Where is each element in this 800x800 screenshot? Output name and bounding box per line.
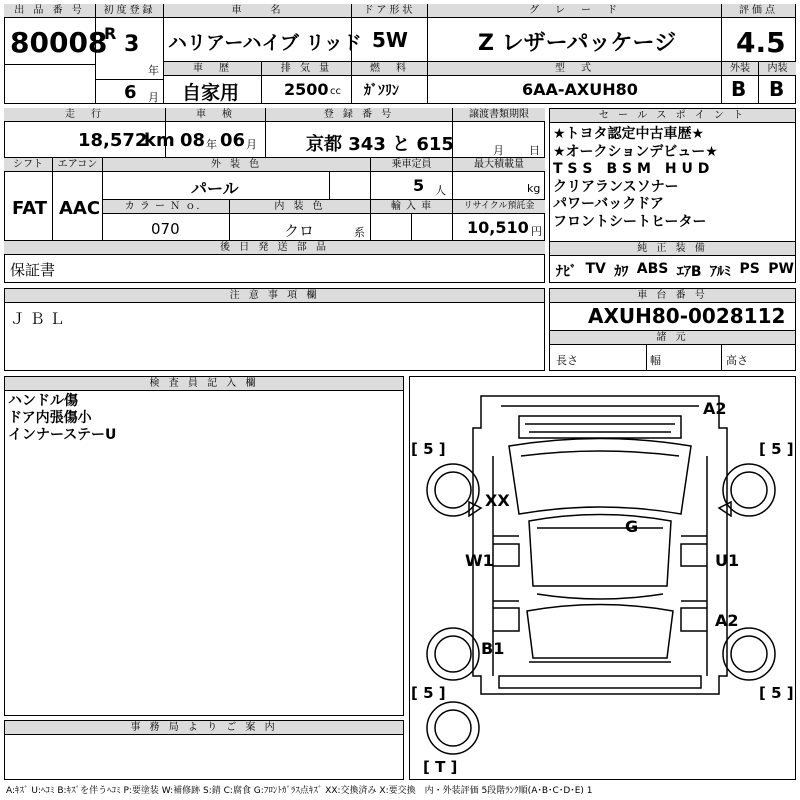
ext-color-cell [103, 158, 371, 200]
import-label: 輸 入 車 [371, 200, 452, 214]
history-cell [164, 62, 262, 104]
interior-label: 内装 [759, 62, 796, 76]
tire-mark-front-left: [ 5 ] [411, 440, 446, 458]
car-name-label: 車 名 [164, 4, 351, 18]
color-no-label: カ ラ ー Ｎ ｏ． [103, 200, 229, 214]
inspector-notes [8, 393, 116, 444]
damage-mark-left-fender: XX [485, 491, 510, 510]
capacity-value: 5 [413, 176, 425, 195]
recycle-value: 10,510 [467, 218, 529, 237]
equipment-item: TV [585, 261, 606, 277]
capacity-cell [371, 158, 453, 200]
length-label: 長さ [556, 354, 578, 367]
damage-mark-right-rear-door: A2 [715, 611, 739, 630]
shift-cell [4, 158, 53, 241]
int-color-value: クロ [284, 222, 315, 240]
color-no-value: 070 [151, 220, 180, 238]
load-cell [453, 158, 545, 200]
exterior-grade: B [731, 77, 747, 101]
registration-cell [96, 4, 164, 104]
int-color-label: 内 装 色 [230, 200, 370, 214]
displacement-value: 2500 [284, 80, 329, 99]
sales-points-label: セ ー ル ス ポ イ ン ト [550, 109, 795, 123]
height-label: 高さ [726, 354, 748, 367]
transfer-cell [453, 108, 545, 158]
km-unit: km [144, 130, 175, 151]
sales-point: ★トヨタ認定中古車歴★ [553, 126, 705, 142]
inspector-line: ハンドル傷 [8, 393, 78, 409]
ext-color-label: 外 装 色 [103, 158, 370, 172]
damage-mark-left-front-door: W1 [465, 551, 494, 570]
inspection-year: 08 [180, 130, 206, 151]
equipment-item: PS [739, 261, 760, 277]
chassis-label: 車 台 番 号 [550, 289, 795, 303]
sales-point: T S S B S M H U D [553, 161, 710, 177]
mileage-cell [4, 108, 175, 158]
car-name: ハリアーハイブ リッド [168, 32, 362, 54]
score-cell [722, 4, 796, 62]
inspection-month: 06 [220, 130, 246, 151]
equipment-item: ｱﾙﾐ [710, 264, 731, 280]
mileage-label: 走 行 [4, 108, 165, 122]
recycle-label: リサイクル預託金 [453, 200, 545, 214]
ext-color-value: パール [191, 179, 239, 198]
ac-label: エアコン [53, 158, 102, 172]
fuel-cell [352, 62, 428, 104]
tire-mark-rear-left: [ 5 ] [411, 684, 446, 702]
width-label: 幅 [650, 354, 661, 367]
transfer-label: 譲渡書類期限 [453, 108, 545, 122]
shift-label: シフト [4, 158, 52, 172]
score-value: 4.5 [736, 26, 786, 59]
legend-text: A:ｷｽﾞ U:ﾍｺﾐ B:ｷｽﾞを伴うﾍｺﾐ P:要塗装 W:補修跡 S:錆 C:腐食 G:ﾌﾛﾝﾄｶﾞﾗｽ点ｷｽﾞ XX:交換済み X:要交換 内・外装評価 5段階ﾗﾝｸ順(A･B･C･D･E) 1 [6, 786, 593, 796]
car-diagram [409, 376, 796, 780]
model-label: 型 式 [428, 62, 721, 76]
history-label: 車 歴 [164, 62, 261, 76]
registration-year: 3 [124, 32, 140, 57]
registration-month: 6 [124, 82, 137, 103]
load-unit: kg [527, 182, 541, 195]
int-color-cell [230, 200, 371, 241]
sales-point: クリアランスソナー [553, 178, 679, 195]
equipment-item: PW [768, 261, 794, 277]
sales-points-list [553, 126, 793, 231]
equipment-item: ﾅﾋﾞ [556, 264, 577, 280]
lot-cell [4, 4, 108, 104]
doors-label: ドア形状 [352, 4, 427, 18]
doors-cell [352, 4, 428, 62]
year-unit: 年 [148, 64, 159, 77]
interior-grade-cell [759, 62, 796, 104]
model-cell [428, 62, 722, 104]
load-label: 最大積載量 [453, 158, 545, 172]
color-no-cell [103, 200, 230, 241]
inspection-cell [166, 108, 266, 158]
transfer-month-unit: 月 [493, 144, 504, 157]
later-parts-label: 後 日 発 送 部 品 [4, 241, 545, 255]
fuel-value: ｶﾞｿﾘﾝ [364, 83, 399, 99]
registration-label: 初度登録 [96, 4, 163, 18]
fuel-label: 燃 料 [352, 62, 427, 76]
doors-value: 5W [372, 28, 408, 52]
sales-point: パワーバックドア [553, 196, 664, 212]
office-label: 事 務 局 よ り ご 案 内 [5, 721, 403, 735]
displacement-label: 排 気 量 [262, 62, 351, 76]
era: R [104, 24, 117, 43]
inspector-line: ドア内張傷小 [8, 410, 92, 426]
equipment-item: ｶﾜ [614, 264, 629, 280]
chassis-number: AXUH80-0028112 [588, 304, 786, 328]
plate-label: 登 録 番 号 [266, 108, 452, 122]
cc-unit: cc [330, 86, 341, 97]
inspection-month-unit: 月 [246, 138, 257, 151]
damage-mark-right-front-door: U1 [715, 551, 740, 570]
score-label: 評価点 [722, 4, 795, 18]
plate-value: 京都 343 と 615 [306, 134, 454, 155]
inspector-label: 検 査 員 記 入 欄 [5, 377, 403, 391]
shift-value: FAT [12, 198, 48, 219]
tire-mark-spare: [ T ] [423, 758, 458, 776]
month-unit: 月 [148, 91, 159, 104]
damage-mark-left-rear: B1 [481, 639, 505, 658]
import-cell [371, 200, 453, 241]
notes-label: 注 意 事 項 欄 [5, 289, 544, 303]
displacement-cell [262, 62, 352, 104]
grade-value: Z レザーパッケージ [478, 31, 677, 56]
capacity-label: 乗車定員 [371, 158, 452, 172]
notes-text: Ｊ Ｂ Ｌ [10, 310, 65, 328]
car-name-cell [164, 4, 362, 62]
spec-label: 諸 元 [550, 331, 795, 345]
yen-unit: 円 [531, 225, 542, 238]
inspection-label: 車 検 [166, 108, 265, 122]
recycle-cell [453, 200, 545, 241]
damage-mark-front-bumper: A2 [703, 399, 727, 418]
model-code: 6AA-AXUH80 [522, 80, 638, 99]
ac-value: AAC [59, 198, 101, 219]
lot-number: 80008 [10, 26, 108, 59]
equipment-item: ABS [636, 261, 669, 277]
grade-label: グ レ ー ド [428, 4, 721, 18]
sales-point: フロントシートヒーター [553, 213, 707, 230]
equipment-label: 純 正 装 備 [550, 242, 795, 256]
lot-label: 出 品 番 号 [4, 4, 95, 18]
inspection-year-unit: 年 [206, 138, 217, 151]
int-color-unit: 系 [354, 226, 365, 239]
history-value: 自家用 [182, 82, 240, 104]
plate-cell [266, 108, 453, 158]
interior-grade: B [769, 77, 785, 101]
later-parts-value: 保証書 [10, 261, 56, 279]
transfer-day-unit: 日 [529, 144, 540, 157]
damage-mark-windshield: G [625, 517, 639, 536]
mileage-value: 18,572 [78, 130, 148, 151]
sales-point: ★オークションデビュー★ [553, 143, 718, 160]
equipment-list [556, 261, 794, 281]
exterior-label: 外装 [722, 62, 758, 76]
later-parts-cell [4, 241, 545, 283]
inspector-line: インナーステーU [8, 427, 117, 443]
equipment-item: ｴｱB [676, 264, 702, 280]
tire-mark-rear-right: [ 5 ] [759, 684, 794, 702]
exterior-grade-cell [722, 62, 759, 104]
tire-mark-front-right: [ 5 ] [759, 440, 794, 458]
ac-cell [53, 158, 103, 241]
grade-cell [428, 4, 722, 62]
capacity-unit: 人 [435, 184, 446, 197]
